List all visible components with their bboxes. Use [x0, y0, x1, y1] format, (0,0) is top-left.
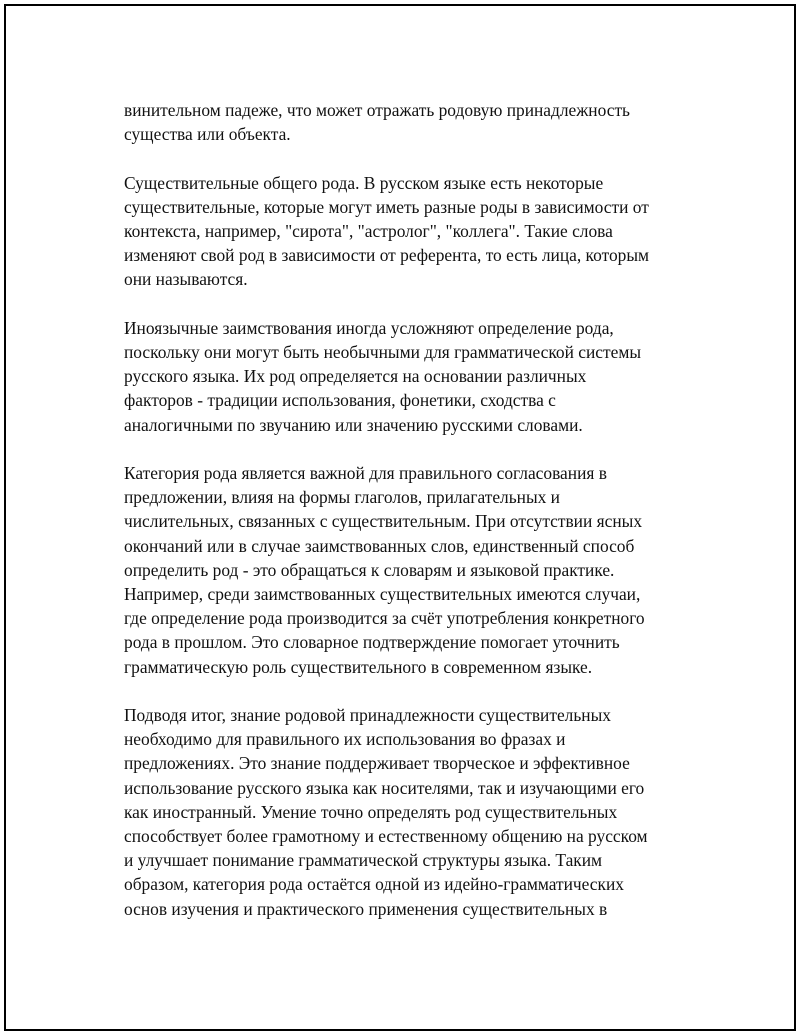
text-line: числительных, связанных с существительным. При отсутствии ясных	[124, 511, 643, 532]
text-line: Существительные общего рода. В русском языке есть некоторые	[124, 172, 604, 193]
text-line: использование русского языка как носителями, так и изучающими его	[124, 777, 645, 798]
text-line: основ изучения и практического применения существительных в	[124, 898, 608, 919]
text-line: способствует более грамотному и естественному общению на русском	[124, 826, 648, 847]
text-line: контекста, например, "сирота", "астролог", "коллега". Такие слова	[124, 221, 613, 241]
text-line: они называются.	[124, 269, 248, 290]
text-line: рода в прошлом. Это словарное подтверждение помогает уточнить	[124, 632, 620, 653]
text-line: Например, среди заимствованных существительных имеются случаи,	[124, 584, 641, 605]
text-line: существа или объекта.	[124, 124, 291, 145]
text-line: образом, категория рода остаётся одной из идейно-грамматических	[124, 874, 624, 895]
paragraph-5	[124, 703, 690, 921]
text-line: Подводя итог, знание родовой принадлежности существительных	[124, 705, 611, 726]
text-line: предложении, влияя на формы глаголов, прилагательных и	[124, 487, 560, 508]
text-line: изменяют свой род в зависимости от референта, то есть лица, которым	[124, 245, 650, 266]
text-line: русского языка. Их род определяется на основании различных	[124, 366, 587, 387]
text-line: факторов - традиции использования, фонетики, сходства с	[124, 390, 556, 411]
page-frame	[4, 4, 796, 1031]
text-line: необходимо для правильного их использования во фразах и	[124, 729, 566, 750]
text-line: существительные, которые могут иметь разные роды в зависимости от	[124, 196, 649, 217]
text-line: как иностранный. Умение точно определять род существительных	[124, 801, 618, 822]
paragraph-4	[124, 461, 690, 679]
document-body	[124, 98, 690, 945]
paragraph-3	[124, 316, 690, 437]
text-line: винительном падеже, что может отражать родовую принадлежность	[124, 100, 630, 120]
text-line: и улучшает понимание грамматической структуры языка. Таким	[124, 850, 603, 871]
text-line: где определение рода производится за счёт употребления конкретного	[124, 608, 645, 629]
text-line: Иноязычные заимствования иногда усложняют определение рода,	[124, 317, 614, 338]
paragraph-1	[124, 98, 690, 146]
text-line: грамматическую роль существительного в современном языке.	[124, 656, 593, 677]
text-line: аналогичными по звучанию или значению русскими словами.	[124, 414, 583, 435]
text-line: Категория рода является важной для правильного согласования в	[124, 463, 607, 483]
text-line: окончаний или в случае заимствованных слов, единственный способ	[124, 535, 635, 556]
text-line: предложениях. Это знание поддерживает творческое и эффективное	[124, 753, 630, 774]
text-line: поскольку они могут быть необычными для грамматической системы	[124, 342, 642, 362]
text-line: определить род - это обращаться к словарям и языковой практике.	[124, 559, 615, 580]
paragraph-2	[124, 171, 690, 292]
